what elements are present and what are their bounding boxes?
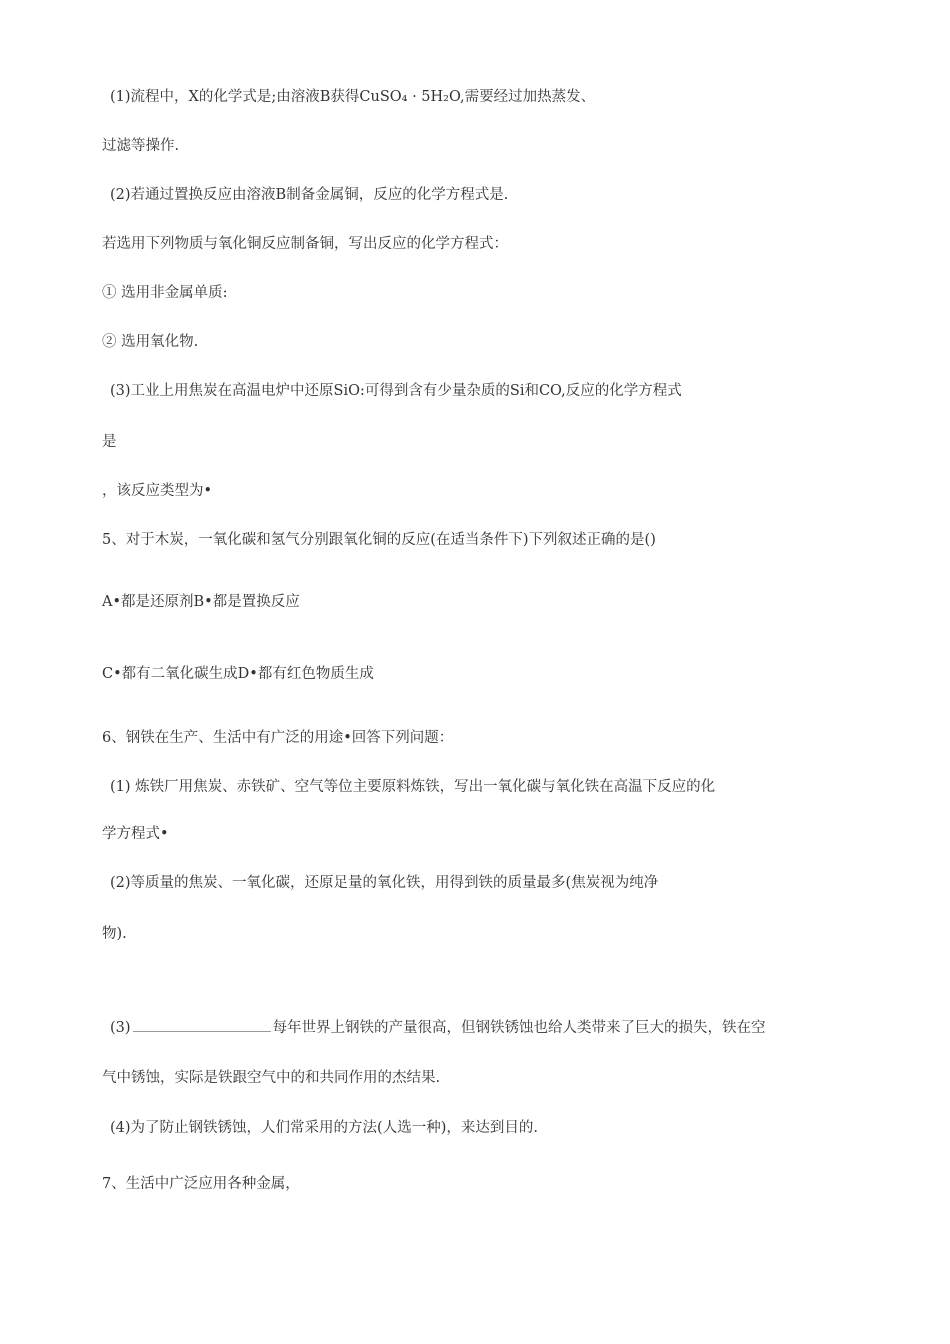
q5-options-cd: C•都有二氧化碳生成D•都有红色物质生成 bbox=[102, 666, 374, 682]
q6-stem: 6、钢铁在生产、生活中有广泛的用途•回答下列问题： bbox=[102, 730, 454, 746]
q5-options-ab: A•都是还原剂B•都是置换反应 bbox=[102, 594, 300, 610]
q4-part1-continuation: 过滤等操作. bbox=[102, 138, 180, 154]
q4-part2-line: (2)若通过置换反应由溶液B制备金属铜，反应的化学方程式是. bbox=[110, 187, 509, 203]
q4-part3-reaction-type: ，该反应类型为• bbox=[102, 483, 213, 499]
q6-part1-line: (1) 炼铁厂用焦炭、赤铁矿、空气等位主要原料炼铁，写出一氧化碳与氧化铁在高温下反应的化 bbox=[110, 779, 716, 795]
q6-part1-continuation: 学方程式• bbox=[102, 826, 169, 842]
q6-part2-continuation: 物). bbox=[102, 926, 127, 942]
q4-part2-instruction: 若选用下列物质与氧化铜反应制备铜，写出反应的化学方程式： bbox=[102, 236, 508, 252]
q4-part3-continuation: 是 bbox=[102, 434, 117, 450]
q6-part3-number: (3) bbox=[110, 1020, 131, 1036]
q7-stem: 7、生活中广泛应用各种金属， bbox=[102, 1176, 300, 1192]
q6-part3-text: 每年世界上钢铁的产量很高，但钢铁锈蚀也给人类带来了巨大的损失，铁在空 bbox=[272, 1020, 766, 1036]
q4-part1-line: (1)流程中，X的化学式是;由溶液B获得CuSO₄ · 5H₂O,需要经过加热蒸发、 bbox=[110, 89, 596, 105]
q6-part3-line bbox=[110, 1017, 766, 1038]
q4-part2-option-2: ② 选用氧化物. bbox=[102, 334, 199, 350]
q4-part2-option-1: ① 选用非金属单质: bbox=[102, 285, 228, 301]
answer-blank bbox=[133, 1017, 271, 1032]
q6-part4-line: (4)为了防止钢铁锈蚀，人们常采用的方法(人选一种)，来达到目的. bbox=[110, 1120, 538, 1136]
q6-part2-line: (2)等质量的焦炭、一氧化碳，还原足量的氧化铁，用得到铁的质量最多(焦炭视为纯净 bbox=[110, 875, 659, 891]
q6-part3-continuation: 气中锈蚀，实际是铁跟空气中的和共同作用的杰结果. bbox=[102, 1070, 441, 1086]
q4-part3-line: (3)工业上用焦炭在高温电炉中还原SiO:可得到含有少量杂质的Si和CO,反应的化学方程式 bbox=[110, 383, 682, 399]
q5-stem: 5、对于木炭，一氧化碳和氢气分别跟氧化铜的反应(在适当条件下)下列叙述正确的是() bbox=[102, 532, 656, 548]
